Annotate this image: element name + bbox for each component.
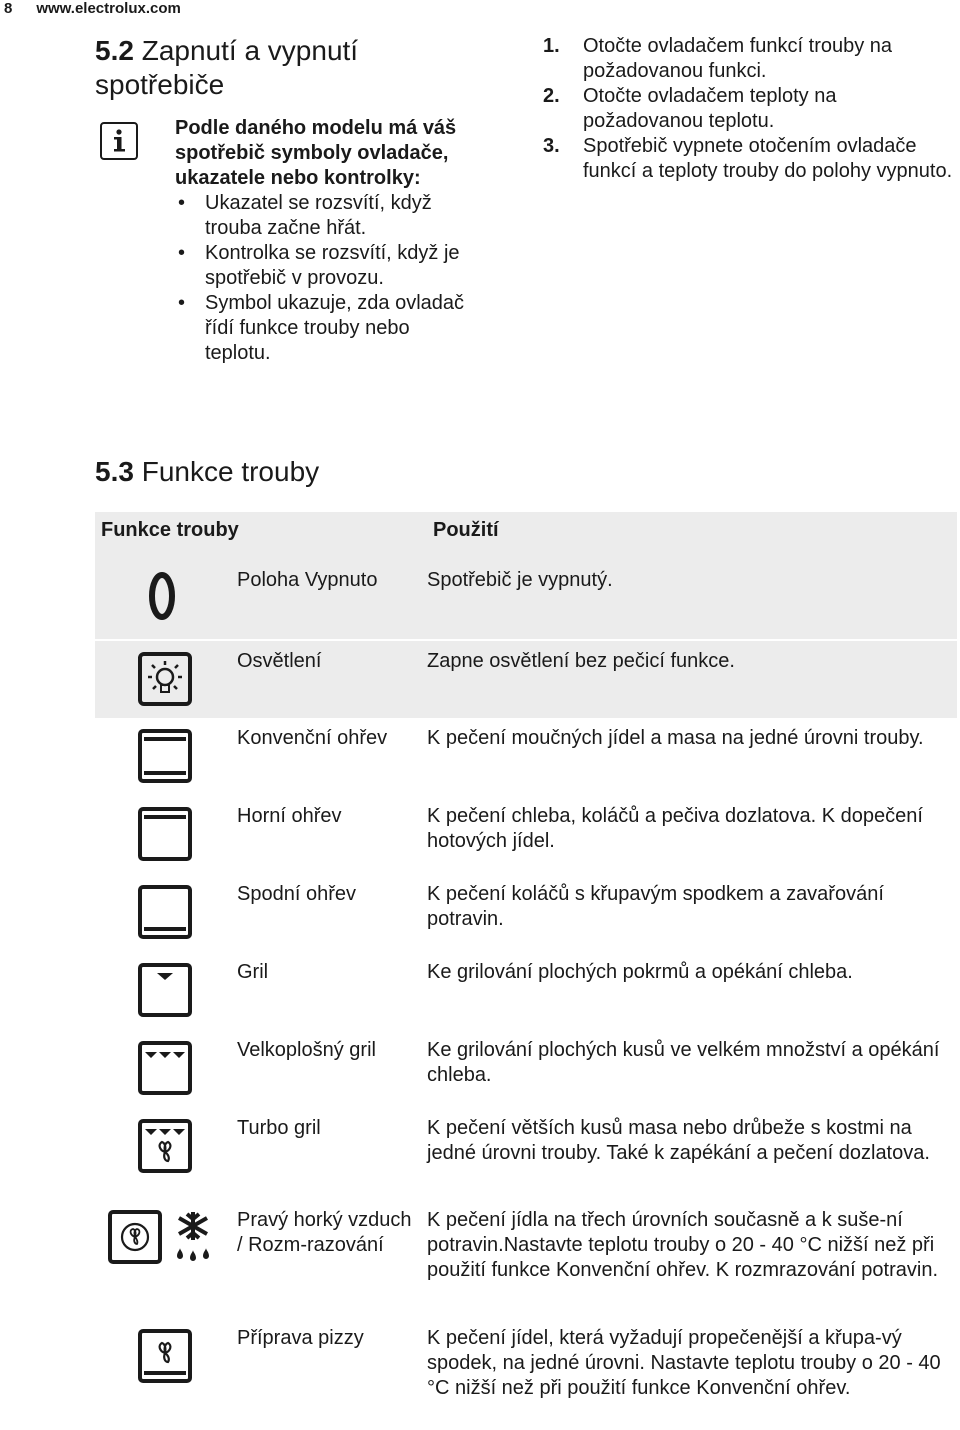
conventional-heating-icon [137,728,193,784]
function-use: K pečení jídla na třech úrovních současně a k suše-ní potravin.Nastavte teplotu trouby o 20 - 40 °C nižší než při použití funkce Konvenční ohřev. K rozmrazování potravin. [427,1209,939,1281]
function-name: Gril [237,961,269,983]
table-row [95,1200,957,1318]
column-header-function: Funkce trouby [95,512,427,560]
table-row [95,1030,957,1108]
function-use: Spotřebič je vypnutý. [427,560,957,640]
function-name: Konvenční ohřev [237,727,388,749]
function-name: Poloha Vypnuto [237,560,427,640]
fast-grill-icon [137,1040,193,1096]
step-number: 3. [543,135,560,157]
function-name: Osvětlení [237,640,427,718]
function-name: Spodní ohřev [237,883,356,905]
grill-icon [137,962,193,1018]
step-text: Otočte ovladačem funkcí trouby na požadovanou funkci. [583,35,893,82]
function-use: K pečení koláčů s křupavým spodkem a zavařování potravin. [427,883,884,930]
section-number: 5.3 [95,456,134,487]
function-use: Zapne osvětlení bez pečicí funkce. [427,640,957,718]
oven-light-icon [137,651,193,707]
step-text: Otočte ovladačem teploty na požadovanou teplotu. [583,85,837,132]
table-row [95,1318,957,1430]
section-number: 5.2 [95,35,134,66]
note-bullets [175,191,475,366]
page-header [4,0,181,17]
column-header-use: Použití [427,512,957,560]
steps-list [543,34,953,184]
table-row [95,874,957,952]
function-use: Ke grilování plochých kusů ve velkém množství a opékání chleba. [427,1039,940,1086]
list-item: • Ukazatel se rozsvítí, když trouba začne hřát. [175,191,475,241]
step-item [543,34,953,84]
function-use: K pečení větších kusů masa nebo drůbeže s kostmi na jedné úrovni trouby. Také k zapékání a pečení dozlatova. [427,1117,930,1164]
info-note [175,116,475,366]
function-use: Ke grilování plochých pokrmů a opékání chleba. [427,961,853,983]
section-title-line2: spotřebiče [95,69,225,100]
step-item [543,84,953,134]
section-heading-5-3 [95,455,319,489]
step-item [543,134,953,184]
zero-position-icon [147,570,187,624]
oven-functions-table [95,512,957,1430]
top-heat-icon [137,806,193,862]
page-number: 8 [4,0,13,17]
list-item: • Kontrolka se rozsvítí, když je spotřebič v provozu. [175,241,475,291]
table-row [95,796,957,874]
function-use: K pečení chleba, koláčů a pečiva dozlatova. K dopečení hotových jídel. [427,805,923,852]
table-row [95,718,957,796]
list-item: • Symbol ukazuje, zda ovladač řídí funkce trouby nebo teplotu. [175,291,475,366]
step-text: Spotřebič vypnete otočením ovladače funkcí a teploty trouby do polohy vypnuto. [583,135,953,182]
pizza-setting-icon [137,1328,193,1384]
section-title: Funkce trouby [141,456,320,487]
table-row [95,560,957,640]
function-name: Horní ohřev [237,805,342,827]
section-heading-5-2 [95,34,358,102]
table-row [95,640,957,718]
function-use: K pečení jídel, která vyžadují propečenější a křupa-vý spodek, na jedné úrovni. Nastavte teplotu trouby o 20 - 40 °C nižší než při použití funkce Konvenční ohřev. [427,1327,941,1399]
site-url[interactable]: www.electrolux.com [36,0,181,17]
info-icon [100,122,138,160]
turbo-grill-icon [137,1118,193,1174]
section-title-line1: Zapnutí a vypnutí [141,35,359,66]
function-name: Velkoplošný gril [237,1039,376,1061]
table-header-row [95,512,957,560]
function-use: K pečení moučných jídel a masa na jedné úrovni trouby. [427,727,924,749]
bottom-heat-icon [137,884,193,940]
function-name: Příprava pizzy [237,1327,364,1349]
step-number: 1. [543,35,560,57]
function-name: Pravý horký vzduch / Rozm-razování [237,1209,412,1256]
table-row [95,1108,957,1200]
function-name: Turbo gril [237,1117,321,1139]
note-lead: Podle daného modelu má váš spotřebič symboly ovladače, ukazatele nebo kontrolky: [175,117,457,189]
step-number: 2. [543,85,560,107]
table-row [95,952,957,1030]
true-fan-defrost-icon [107,1208,225,1270]
